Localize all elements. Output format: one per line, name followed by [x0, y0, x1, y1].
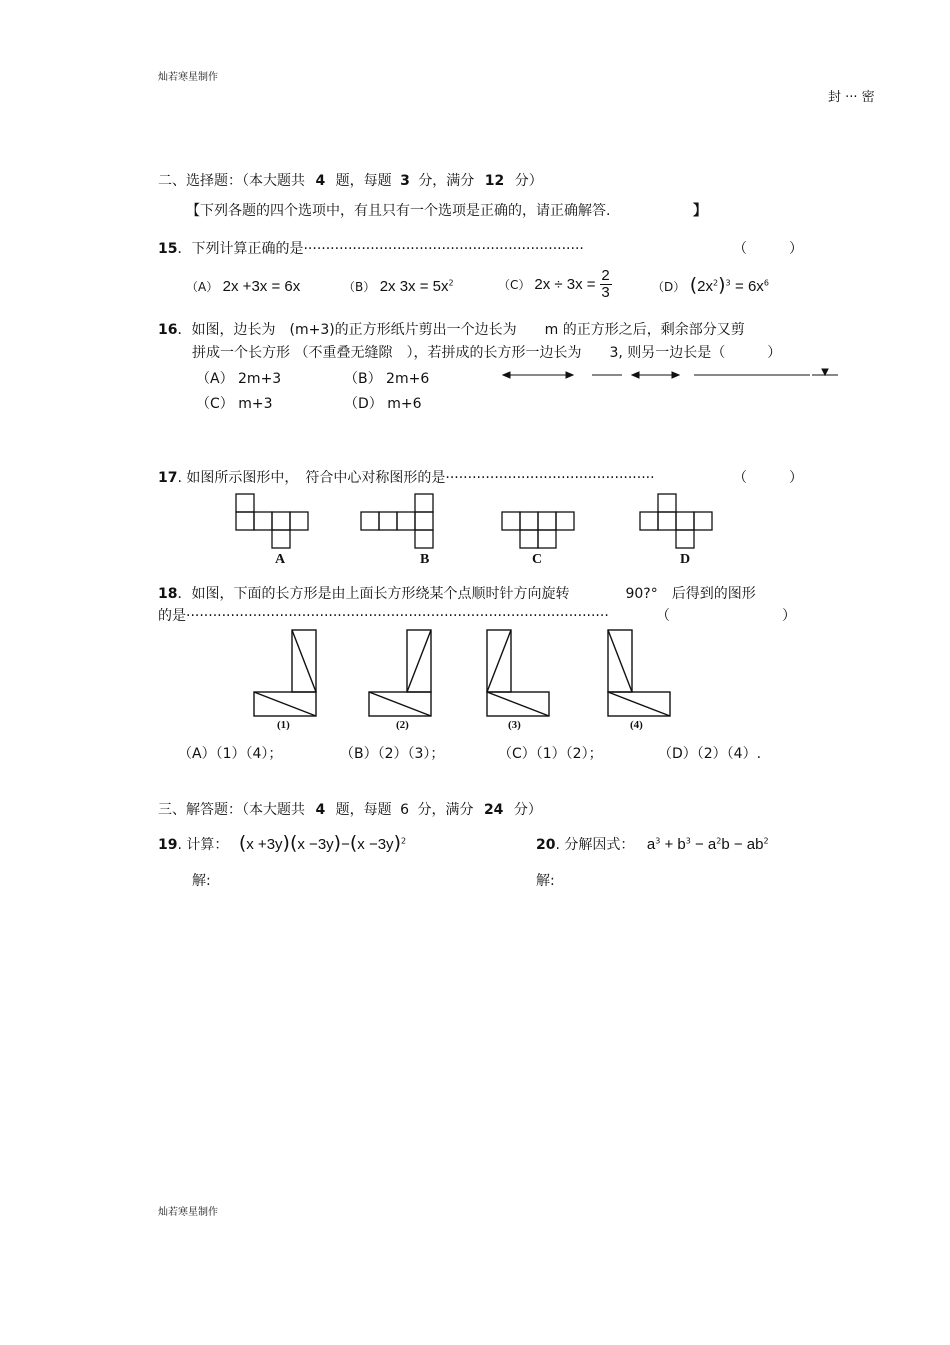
q15-c-expr: 2x ÷ 3x = — [534, 276, 596, 293]
q17-label-a: A — [275, 552, 286, 567]
q15-d-rhs-sup: 6 — [763, 278, 769, 288]
q18-line2: 的是······························································································· — [158, 608, 609, 624]
q15-a-expr: 2x +3x = 6x — [222, 278, 301, 295]
q20-t1-sup: 3 — [655, 836, 661, 846]
q19-close1: ) — [282, 832, 290, 854]
section2-per-label: 题，每题 — [335, 173, 392, 189]
q19-label: . 计算： — [177, 837, 229, 853]
q17-text: . 如图所示图形中， 符合中心对称图形的是··············································· — [177, 470, 655, 486]
q18-label-4: (4) — [630, 719, 643, 731]
section2-total-label: 分，满分 — [418, 173, 475, 189]
q18-option-b: （B）（2）（3）； — [340, 746, 445, 762]
footer-maker: 灿若寒星制作 — [158, 1207, 218, 1218]
q18-option-a: （A）（1）（4）； — [178, 746, 283, 762]
q16-option-a: （A） 2m+3 — [196, 371, 282, 387]
section3-per-score: 6 — [400, 802, 410, 818]
q15-c-denominator: 3 — [601, 284, 610, 301]
section3-unit: 分） — [513, 802, 542, 818]
q15-c-label: （C） — [498, 278, 531, 292]
section3-count: 4 — [315, 802, 326, 818]
q17-label-c: C — [532, 552, 543, 567]
q18-number: 18 — [158, 586, 178, 602]
section2-per-score: 3 — [400, 173, 410, 189]
q18-label-3: (3) — [508, 719, 521, 731]
q18-label-1: (1) — [277, 719, 290, 731]
q18-option-d: （D）（2）（4）. — [658, 746, 762, 762]
section2-instruction-close: 】 — [693, 203, 707, 219]
q20-t3-sup: 2 — [716, 836, 722, 846]
q19-p1: x +3y — [246, 836, 283, 853]
q15-d-rhs: = 6x — [735, 278, 764, 295]
q19-open3: ( — [349, 832, 358, 854]
q19-line — [158, 832, 406, 854]
q15-b-sup: 2 — [448, 278, 454, 288]
q15-paren: （ ） — [733, 241, 803, 257]
q19-open1: ( — [238, 832, 247, 854]
q16-text1: ．如图，边长为 (m+3)的正方形纸片剪出一个边长为 m 的正方形之后，剩余部分又剪 — [177, 322, 745, 338]
q16-option-b: （B） 2m+6 — [344, 371, 430, 387]
q20-t2: + b — [660, 836, 686, 853]
q20-t4-sup: 2 — [763, 836, 769, 846]
section2-count: 4 — [315, 173, 326, 189]
q15-d-close-paren: ) — [718, 274, 726, 296]
section2-total: 12 — [484, 173, 505, 189]
q18-label-2: (2) — [396, 719, 409, 731]
q15-number: 15 — [158, 241, 178, 257]
q15-b-expr: 2x 3x = 5x — [379, 278, 449, 295]
q20-answer-label: 解: — [536, 873, 555, 889]
q19-open2: ( — [289, 832, 298, 854]
q15-d-outer-sup: 3 — [725, 278, 731, 288]
q19-number: 19 — [158, 837, 178, 853]
q16-line2: 拼成一个长方形 （不重叠无缝隙 ），若拼成的长方形一边长为 3, 则另一边长是（ ） — [192, 345, 782, 361]
q17-label-b: B — [420, 552, 430, 567]
q15-b-label: （B） — [343, 280, 376, 294]
q19-square: 2 — [400, 836, 407, 846]
q17-number: 17 — [158, 470, 178, 486]
q19-minus: − — [341, 836, 350, 853]
q19-answer-label: 解: — [192, 873, 211, 889]
section3-heading-text: 三、解答题：（本大题共 — [158, 802, 305, 818]
section3-per-label: 题，每题 — [335, 802, 392, 818]
header-maker: 灿若寒星制作 — [158, 72, 218, 83]
seal-mark: 封 ··· 密 — [828, 90, 875, 105]
q15-a-label: （A） — [186, 280, 219, 294]
q15-text: ．下列计算正确的是······························································· — [177, 241, 584, 257]
section3-total-label: 分，满分 — [417, 802, 474, 818]
q16-option-d: （D） m+6 — [344, 396, 422, 412]
q19-close3: ) — [393, 832, 401, 854]
section3-total: 24 — [483, 802, 504, 818]
q15-d-inner: 2x — [697, 278, 713, 295]
q18-text1: ．如图，下面的长方形是由上面长方形绕某个点顺时针方向旋转 90?° 后得到的图形 — [177, 586, 756, 602]
q18-option-c: （C）（1）（2）； — [498, 746, 603, 762]
section2-unit: 分） — [514, 173, 543, 189]
q20-t2-sup: 3 — [685, 836, 691, 846]
q19-p3: x −3y — [357, 836, 394, 853]
q20-number: 20 — [536, 837, 556, 853]
q16-number: 16 — [158, 322, 178, 338]
q15-d-inner-sup: 2 — [712, 278, 719, 288]
section2-heading-text: 二、选择题：（本大题共 — [158, 173, 305, 189]
q19-p2: x −3y — [297, 836, 334, 853]
q20-t4: b − ab — [721, 836, 764, 853]
q15-d-open-paren: ( — [689, 274, 698, 296]
q19-close2: ) — [333, 832, 342, 854]
q20-label: . 分解因式： — [555, 837, 635, 853]
q15-c-numerator: 2 — [601, 267, 610, 284]
q17-label-d: D — [680, 552, 691, 567]
q15-d-label: （D） — [652, 280, 686, 294]
section2-instruction: 【下列各题的四个选项中，有且只有一个选项是正确的，请正确解答. — [186, 203, 611, 219]
q20-line — [536, 834, 769, 854]
q20-t3: − a — [690, 836, 717, 853]
q18-paren: （ ） — [656, 608, 796, 624]
q20-t1: a — [646, 836, 656, 853]
q16-option-c: （C） m+3 — [196, 396, 273, 412]
section3-heading — [158, 799, 542, 819]
q17-paren: （ ） — [733, 470, 803, 486]
